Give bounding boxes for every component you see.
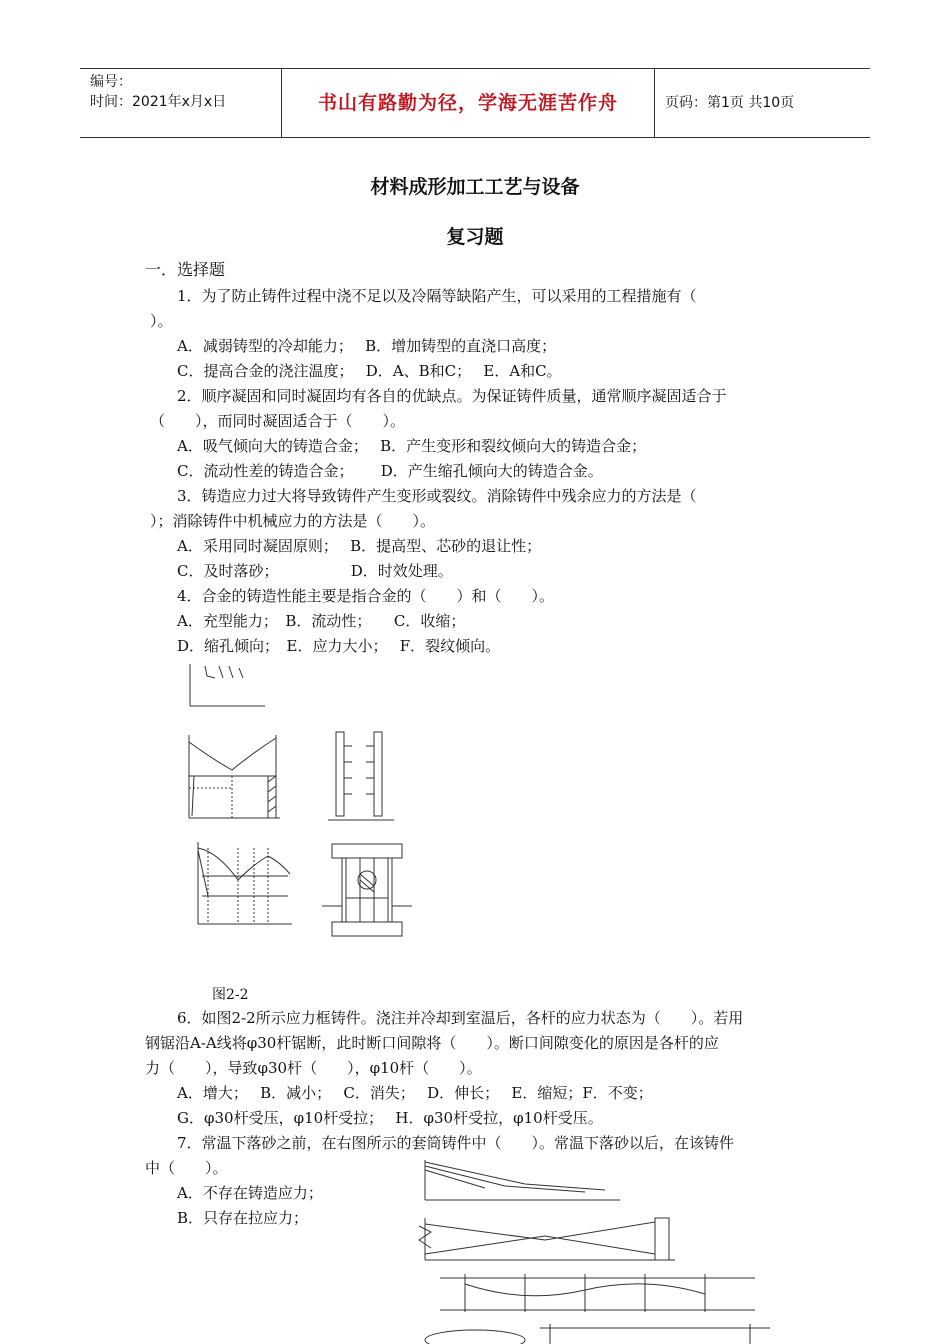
q3-stem-2: ）；消除铸件中机械应力的方法是（ ）。 [150,512,436,530]
q1-stem-1: 1．为了防止铸件过程中浇不足以及冷隔等缺陷产生，可以采用的工程措施有（ [177,287,697,305]
q6-line-3: 力（ ），导致φ30杆（ ），φ10杆（ ）。 [145,1059,482,1077]
q7-line-2: 中（ ）。 [145,1159,228,1177]
q7-options-2: B．只存在拉应力； [177,1209,309,1227]
time-label: 时间：2021年x月x日 [90,94,227,110]
q4-stem: 4．合金的铸造性能主要是指合金的（ ）和（ ）。 [177,587,555,605]
q2-stem-2: （ ），而同时凝固适合于（ ）。 [150,412,406,430]
q2-stem-1: 2．顺序凝固和同时凝固均有各自的优缺点。为保证铸件质量，通常顺序凝固适合于 [177,387,727,405]
figure-stress-curve-3 [435,1270,765,1314]
header-left-cell [80,69,282,137]
q6-options-1: A．增大； B．减小； C．消失； D．伸长； E．缩短；F．不变； [177,1084,653,1102]
q6-line-2: 钢锯沿A-A线将φ30杆锯断，此时断口间隙将（ ）。断口间隙变化的原因是各杆的应 [145,1034,719,1052]
figure-stress-curve-1 [405,1156,625,1206]
q7-options-1: A．不存在铸造应力； [177,1184,323,1202]
q4-options-2: D．缩孔倾向； E．应力大小； F．裂纹倾向。 [177,637,501,655]
q6-options-2: G．φ30杆受压，φ10杆受拉； H．φ30杆受拉，φ10杆受压。 [177,1109,603,1127]
figure-stress-curve-2 [405,1214,685,1264]
q3-options-2: C．及时落砂； D．时效处理。 [177,562,453,580]
q7-line-1: 7．常温下落砂之前，在右图所示的套筒铸件中（ ）。常温下落砂以后，在该铸件 [177,1134,735,1152]
figure-phase-diagram-2 [188,838,298,936]
motto: 书山有路勤为径，学海无涯苦作舟 [282,69,655,137]
q3-stem-1: 3．铸造应力过大将导致铸件产生变形或裂纹。消除铸件中残余应力的方法是（ [177,487,697,505]
figure-phase-diagram-1 [184,730,284,826]
q1-stem-2: ）。 [150,312,173,330]
q1-options-1: A．减弱铸型的冷却能力； B．增加铸型的直浇口高度； [177,337,557,355]
q3-options-1: A．采用同时凝固原则； B．提高型、芯砂的退让性； [177,537,542,555]
q6-line-1: 6．如图2-2所示应力框铸件。浇注并冷却到室温后，各杆的应力状态为（ ）。若用 [177,1009,744,1027]
figure-caption: 图2-2 [212,987,249,1003]
q2-options-1: A．吸气倾向大的铸造合金； B．产生变形和裂纹倾向大的铸造合金； [177,437,647,455]
code-label: 编号： [90,74,132,90]
figure-stress-frame [320,840,415,940]
q2-options-2: C．流动性差的铸造合金； D．产生缩孔倾向大的铸造合金。 [177,462,603,480]
figure-cooling-curves [185,662,275,712]
page-header [80,68,870,138]
figure-casting-bars [322,728,402,828]
document-subtitle: 复习题 [446,226,504,248]
section-heading: 一．选择题 [145,260,226,279]
q1-options-2: C．提高合金的浇注温度； D．A、B和C； E．A和C。 [177,362,562,380]
page-info: 页码：第1页 共10页 [665,95,795,111]
figure-stress-curve-4 [420,1322,780,1344]
q4-options-1: A．充型能力； B．流动性； C．收缩； [177,612,466,630]
document-title: 材料成形加工工艺与设备 [370,176,580,198]
